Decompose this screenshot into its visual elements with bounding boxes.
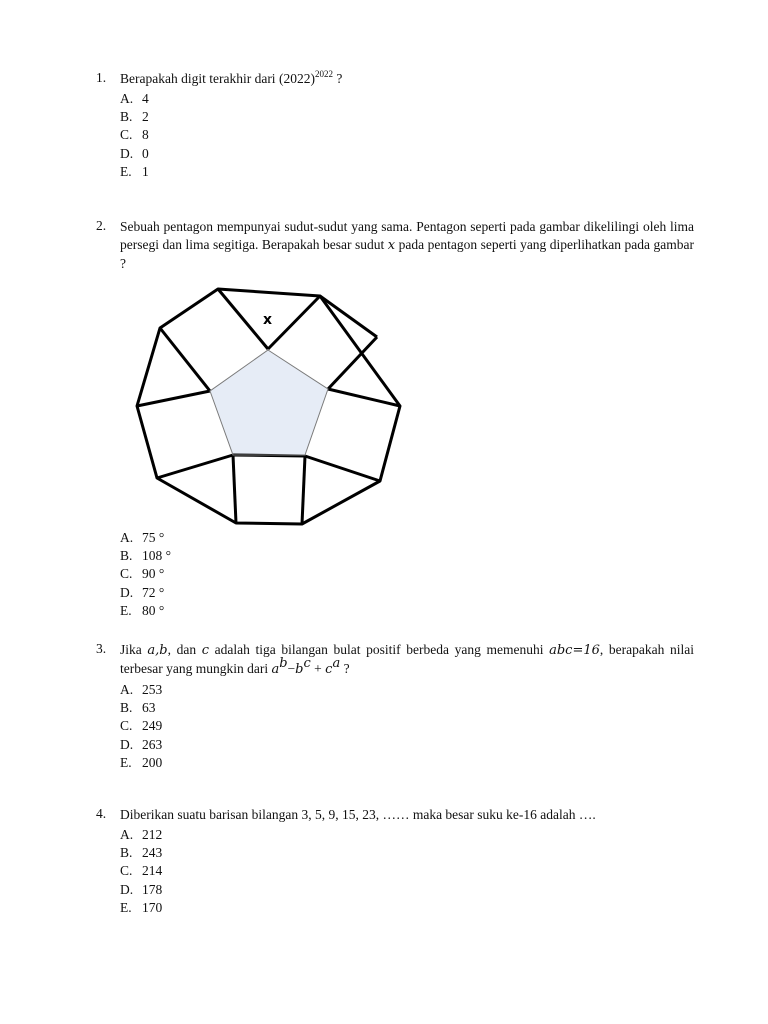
- question-number: 3.: [96, 641, 107, 656]
- question-2-options: [96, 529, 694, 633]
- question-text: Jika a,b, dan c adalah tiga bilangan bulat positif berbeda yang memenuhi abc=16, berapakah nilai terbesar yang mungkin dari $a^b-b^c + c^a$ ?: [120, 642, 695, 677]
- question-4: [96, 806, 694, 930]
- option-c: C. 249: [120, 718, 163, 734]
- option-c: C. 8: [120, 127, 149, 143]
- option-b: B. 63: [120, 700, 156, 716]
- option-b: B. 243: [120, 845, 163, 861]
- question-2: [96, 218, 694, 273]
- question-text: Sebuah pentagon mempunyai sudut-sudut yang sama. Pentagon seperti pada gambar dikelilingi oleh lima persegi dan lima segitiga. Berapakah besar sudut x pada pentagon seperti yang diperlihatkan pada gambar ?: [120, 219, 694, 271]
- option-a: A. 4: [120, 91, 149, 106]
- option-a: A. 253: [120, 682, 163, 697]
- options-list: [120, 826, 694, 917]
- option-d: D. 0: [120, 145, 149, 161]
- option-b: B. 108 °: [120, 548, 172, 564]
- option-e: E. 170: [120, 899, 163, 915]
- expression: $a^b-b^c + c^a$: [271, 656, 341, 677]
- question-text: Diberikan suatu barisan bilangan 3, 5, 9, 15, 23, …… maka besar suku ke-16 adalah ….: [120, 807, 596, 822]
- question-1: [96, 70, 694, 194]
- option-d: D. 72 °: [120, 584, 165, 600]
- option-a: A. 75 °: [120, 530, 165, 545]
- power-expression: $(2022)^{2022}$: [278, 69, 333, 86]
- options-list: [120, 529, 694, 620]
- options-list: [120, 681, 694, 772]
- question-number: 2.: [96, 218, 107, 233]
- option-c: C. 214: [120, 863, 163, 879]
- angle-x-label: x: [263, 312, 273, 328]
- option-e: E. 200: [120, 754, 163, 770]
- option-b: B. 2: [120, 109, 149, 125]
- question-text: Berapakah digit terakhir dari $(2022)^{2022}$ ?: [120, 69, 343, 86]
- option-e: E. 80 °: [120, 602, 165, 618]
- option-d: D. 178: [120, 881, 163, 897]
- pentagon-figure: [134, 286, 406, 528]
- question-number: 1.: [96, 70, 107, 85]
- option-c: C. 90 °: [120, 566, 165, 582]
- options-list: [120, 90, 694, 181]
- question-3: [96, 641, 694, 785]
- question-number: 4.: [96, 806, 107, 821]
- option-d: D. 263: [120, 736, 163, 752]
- option-e: E. 1: [120, 163, 149, 179]
- option-a: A. 212: [120, 827, 163, 842]
